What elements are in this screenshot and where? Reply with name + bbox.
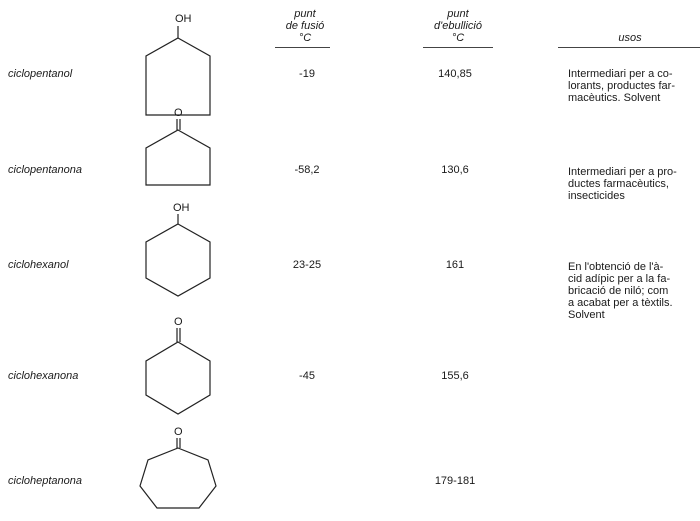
cyclohexane-ring: [146, 342, 210, 414]
boiling-point-value: 161: [445, 259, 465, 271]
boiling-point-value: 130,6: [441, 164, 469, 176]
carbonyl-oxygen-label: O: [174, 426, 183, 438]
melting-header-rule: [275, 47, 330, 48]
melting-point-value: 23-25: [292, 259, 322, 271]
compound-name: ciclohexanol: [8, 259, 69, 271]
carbonyl-oxygen-label: O: [174, 316, 183, 328]
melting-point-value: -58,2: [294, 164, 320, 176]
compound-name: ciclohexanona: [8, 370, 79, 382]
melting-header-line-2: de fusió: [285, 20, 325, 32]
melting-point-value: -45: [299, 370, 315, 382]
boiling-header-line-2: d'ebullició: [434, 20, 482, 32]
hydroxyl-label: OH: [173, 202, 190, 214]
compound-name: ciclopentanona: [8, 164, 83, 176]
boiling-header-line-3: °C: [451, 32, 465, 44]
uses-header: [560, 32, 700, 44]
cyclohexanol-structure: [138, 196, 218, 296]
uses-text: En l'obtenció de l'à- cid adípic per a la fa- bricació de niló; com a acabat per a tèxtils. Solvent: [568, 261, 673, 321]
compound-name: cicloheptanona: [8, 475, 83, 487]
carbonyl-oxygen-label: O: [174, 107, 183, 119]
melting-header-line-1: punt: [294, 8, 316, 20]
hydroxyl-label: OH: [175, 13, 192, 25]
melting-header-line-3: °C: [298, 32, 312, 44]
cyclopentanone-structure: [138, 100, 218, 190]
cycloheptanone-structure: [136, 420, 220, 520]
melting-point-header: [270, 8, 340, 44]
boiling-point-value: 140,85: [438, 68, 472, 80]
boiling-point-header: [418, 8, 498, 44]
cyclohexane-ring: [146, 224, 210, 296]
uses-text: Intermediari per a pro- ductes farmacèutics, insecticides: [568, 166, 677, 202]
uses-header-label: usos: [618, 32, 642, 44]
cyclohexanone-structure: [138, 310, 218, 415]
uses-header-rule: [558, 47, 700, 48]
compound-name: ciclopentanol: [8, 68, 73, 80]
uses-text: Intermediari per a co- lorants, productes far- macèutics. Solvent: [568, 68, 675, 104]
boiling-point-value: 179-181: [434, 475, 476, 487]
cycloheptane-ring: [140, 448, 216, 508]
boiling-point-value: 155,6: [441, 370, 469, 382]
boiling-header-rule: [423, 47, 493, 48]
cyclopentane-ring: [146, 130, 210, 185]
boiling-header-line-1: punt: [447, 8, 469, 20]
melting-point-value: -19: [299, 68, 315, 80]
